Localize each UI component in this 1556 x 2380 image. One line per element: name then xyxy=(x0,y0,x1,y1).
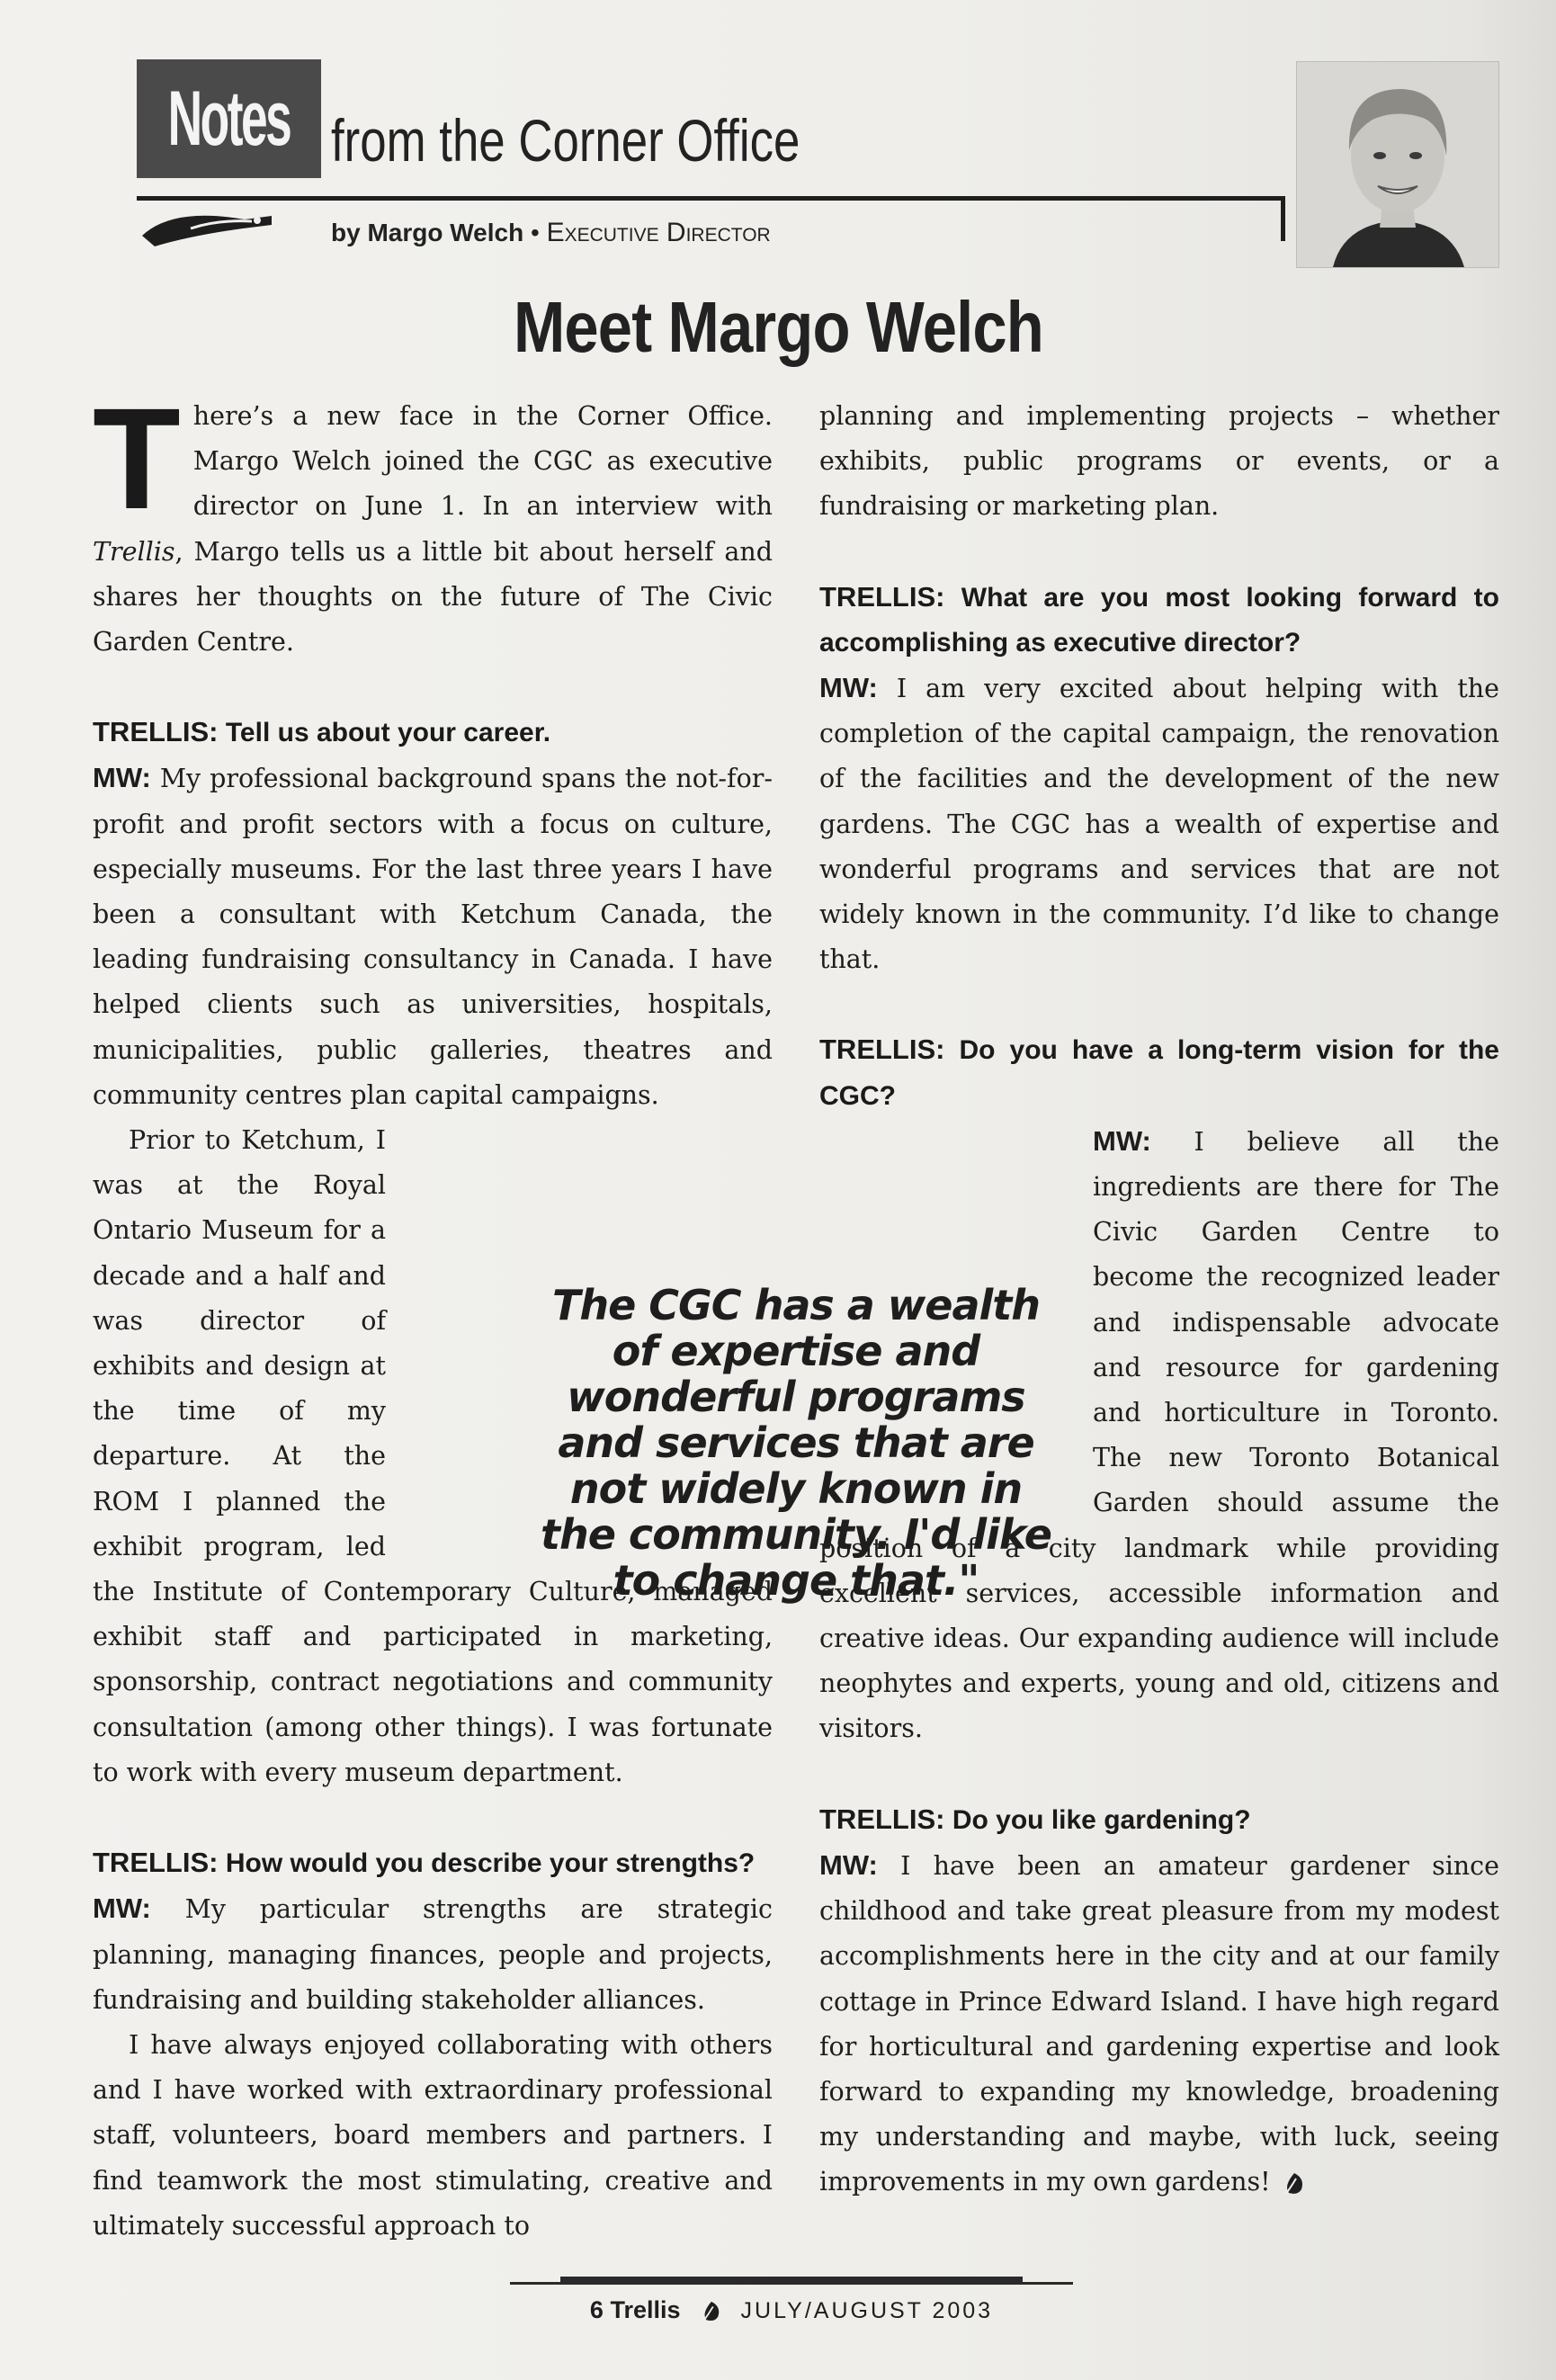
portrait-photo xyxy=(1296,61,1499,268)
answer-strengths xyxy=(93,1886,773,2023)
question-career xyxy=(93,710,773,756)
answer-text: I have been an amateur gardener since childhood and take great pleasure from my modest accomplishments here in the city and at our family cottage in Prince Edward Island. I have high regard for horticultural and gardening expertise and look forward to expanding my knowledge, broadening my understanding and maybe, with luck, seeing improvements in my own gardens! xyxy=(819,1850,1499,2197)
portrait-icon xyxy=(1297,62,1498,267)
drop-cap: T xyxy=(93,378,181,539)
question-label: TRELLIS: xyxy=(819,1033,945,1066)
continued-text: planning and implementing projects – whether exhibits, public programs or events, or a fundraising or marketing plan. xyxy=(819,401,1499,522)
answer-text: I am very excited about helping with the completion of the capital campaign, the renovation of the facilities and the development of the new gardens. The CGC has a wealth of expertise and wonderful programs and services that are not widely known in the community. I’d like to change that. xyxy=(819,674,1499,975)
header-rule xyxy=(137,196,1285,201)
answer-text: I believe all the ingredients are there for The Civic Garden Centre to become the recognized leader and indispensable advocate and resource for gardening and horticulture in Toronto. The new Toronto Botanical Garden should assume the position of a city landmark while providing excellent services, accessible information and creative ideas. Our expanding audience will include neophytes and experts, young and old, citizens and visitors. xyxy=(819,1126,1499,1744)
question-strengths xyxy=(93,1840,773,1886)
question-label: TRELLIS: xyxy=(819,580,945,613)
page-number: 6 xyxy=(589,2296,604,2323)
intro-text-b: , Margo tells us a little bit about herself and shares her thoughts on the future of The Civic Garden Centre. xyxy=(93,536,773,658)
leaf-icon xyxy=(1282,2171,1305,2197)
continued-paragraph xyxy=(819,394,1499,530)
column-title: from the Corner Office xyxy=(331,107,800,174)
answer-gardening xyxy=(819,1843,1499,2206)
answer-career xyxy=(93,756,773,1118)
byline-role: Executive Director xyxy=(546,218,771,247)
notes-word: Notes xyxy=(167,76,291,162)
answer-goals xyxy=(819,666,1499,982)
footer-rule-thick xyxy=(560,2277,1023,2285)
question-text: How would you describe your strengths? xyxy=(218,1848,756,1879)
answer-text: My professional background spans the not-for-profit and profit sectors with a focus on culture, especially museums. For the last three years I have been a consultant with Ketchum Canada, the leading fundraising consultancy in Canada. I have helped clients such as universities, hospitals, municipalities, public galleries, theatres and community centres plan capital campaigns. xyxy=(93,764,773,1110)
question-text: Do you like gardening? xyxy=(944,1804,1251,1835)
notes-logo-box xyxy=(137,59,321,178)
byline xyxy=(331,218,771,248)
question-text: Tell us about your career. xyxy=(218,718,551,748)
intro-text-a: here’s a new face in the Corner Office. Margo Welch joined the CGC as executive director on June 1. In an interview with xyxy=(192,401,773,522)
answer-label: MW: xyxy=(1093,1124,1151,1157)
headline xyxy=(90,286,1466,369)
leaf-icon xyxy=(700,2300,721,2323)
byline-author: by Margo Welch xyxy=(331,219,524,246)
issue-date: JULY/AUGUST 2003 xyxy=(740,2298,994,2323)
question-vision xyxy=(819,1027,1499,1118)
question-label: TRELLIS: xyxy=(93,716,219,748)
question-goals xyxy=(819,575,1499,666)
question-gardening xyxy=(819,1797,1499,1843)
question-text: Do you have a long-term vision for the CGC? xyxy=(819,1035,1499,1111)
answer-label: MW: xyxy=(819,672,878,704)
answer-text: My particular strengths are strategic planning, managing finances, people and projects, fundraising and building stakeholder alliances. xyxy=(93,1894,773,2015)
header-rule-end xyxy=(1281,196,1285,241)
publication-name: Trellis xyxy=(610,2296,681,2323)
page-footer xyxy=(504,2296,1079,2324)
answer-label: MW: xyxy=(93,762,151,794)
fountain-pen-icon xyxy=(137,200,308,250)
answer-label: MW: xyxy=(93,1892,151,1925)
intro-publication-name: Trellis xyxy=(93,536,175,567)
question-label: TRELLIS: xyxy=(819,1803,945,1835)
question-label: TRELLIS: xyxy=(93,1847,219,1879)
headline-text: Meet Margo Welch xyxy=(513,287,1043,367)
answer-label: MW: xyxy=(819,1848,878,1881)
answer-text: Prior to Ketchum, I was at the Royal Ontario Museum for a decade and a half and was director of exhibits and design at the time of my departure. At the ROM I planned the exhibit program, led the Institute of Contemporary Culture, managed exhibit staff and participated in marketing, sponsorship, contract negotiations and community consultation (among other things). I was fortunate to work with every museum department. xyxy=(93,1125,773,1787)
byline-separator: • xyxy=(530,219,540,246)
pull-quote: The CGC has a wealth of expertise and wonderful programs and services that are not widely known in the community. I'd like to change that." xyxy=(540,1281,1051,1605)
answer-strengths-continued xyxy=(93,2023,773,2249)
question-text: What are you most looking forward to accomplishing as executive director? xyxy=(819,582,1499,658)
intro-paragraph xyxy=(93,378,773,665)
answer-text: I have always enjoyed collaborating with others and I have worked with extraordinary professional staff, volunteers, board members and partners. I find teamwork the most stimulating, creative and ultimately successful approach to xyxy=(93,2029,773,2241)
